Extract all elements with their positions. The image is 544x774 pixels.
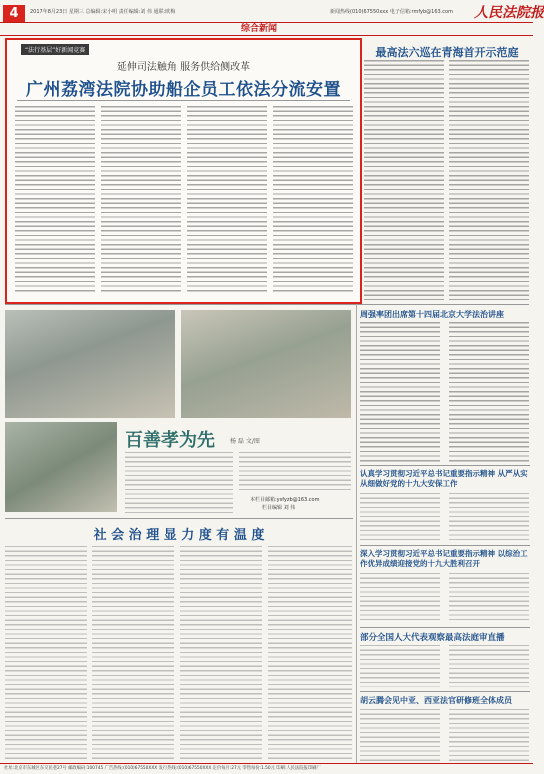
- photo-3: [5, 422, 117, 512]
- rule-r4: [360, 691, 530, 692]
- right-article-col-1: [364, 60, 444, 300]
- masthead: [0, 0, 544, 36]
- article-1-title: 认真学习贯彻习近平总书记重要指示精神 从严从实从细做好党的十九大安保工作: [360, 469, 528, 488]
- article-0-col-1: [5, 546, 87, 760]
- right-article-col-2: [449, 60, 529, 300]
- article-2-title: 深入学习贯彻习近平总书记重要指示精神 以综治工作优异成绩迎接党的十九大胜利召开: [360, 549, 528, 568]
- feature-editor: 栏目编辑 刘 伟: [262, 505, 296, 511]
- article-0-title: 社 会 治 理 显 力 度 有 温 度: [93, 528, 265, 543]
- footer-rule: [0, 763, 533, 764]
- article-4-col-1: [360, 709, 440, 761]
- rule-r3: [360, 627, 530, 628]
- logo: 人民法院报: [474, 5, 544, 21]
- mid-article-title: 周强率团出席第十四届北京大学法治讲座: [360, 309, 504, 319]
- footer-text: 社址:北京市东城区东交民巷27号 邮政编码:100745 广告热线:(010)67550XXX 发行热线:(010)67550XXX 定价每月:27元 零售每份:1.50元 印刷:人民法院报印刷厂: [4, 766, 321, 771]
- rule-mid: [5, 304, 529, 305]
- right-article-title: 最高法六巡在青海首开示范庭: [375, 46, 519, 59]
- feature-email: 本栏目邮箱:ysfyzb@163.com: [250, 497, 320, 503]
- feature-author: 杨 磊 文/图: [230, 438, 260, 445]
- section-label: 综合新闻: [238, 23, 280, 35]
- article-subtitle: 延伸司法触角 服务供给侧改革: [116, 62, 251, 73]
- photo-1: [5, 310, 175, 418]
- main-article-col-1: [15, 106, 95, 294]
- main-article-box: [5, 38, 362, 304]
- main-article-col-2: [101, 106, 181, 294]
- rule-left-bottom: [5, 518, 353, 519]
- article-0-col-2: [92, 546, 174, 760]
- main-article-col-4: [273, 106, 353, 294]
- rule-r2: [360, 545, 530, 546]
- article-title: 广州荔湾法院协助船企员工依法分流安置: [26, 80, 341, 100]
- rule-r1: [360, 465, 530, 466]
- article-0-col-3: [180, 546, 262, 760]
- article-3-title: 部分全国人大代表观察最高法庭审直播: [360, 633, 505, 643]
- mid-article-col-2: [449, 322, 529, 462]
- article-4-title: 胡云腾会见中亚、西亚法官研修班全体成员: [360, 695, 512, 705]
- phone-line: 新闻热线(010)67550xxx 电子信箱:rmfyb@163.com: [330, 9, 453, 15]
- article-1-col-2: [449, 493, 529, 541]
- article-3-col-2: [449, 645, 529, 687]
- article-0-col-4: [268, 546, 352, 760]
- main-article-col-3: [187, 106, 267, 294]
- feature-col-1: [125, 452, 233, 514]
- article-4-col-2: [449, 709, 529, 761]
- column-divider: [356, 304, 357, 764]
- article-3-col-1: [360, 645, 440, 687]
- date-line: 2017年8月23日 星期三 总编辑:宋小明 责任编辑:刘 伟 通联:欧梅: [30, 9, 176, 15]
- photo-2: [181, 310, 351, 418]
- title-rule: [17, 100, 350, 101]
- mid-article-col-1: [360, 322, 440, 462]
- article-2-col-2: [449, 573, 529, 623]
- article-2-col-1: [360, 573, 440, 623]
- page-number: 4: [3, 5, 25, 23]
- section-bar: [0, 22, 533, 36]
- feature-title: 百善孝为先: [125, 430, 215, 451]
- article-1-col-1: [360, 493, 440, 541]
- competition-tag: “法行基层”好新闻竞赛: [21, 44, 89, 55]
- feature-col-2: [239, 452, 351, 492]
